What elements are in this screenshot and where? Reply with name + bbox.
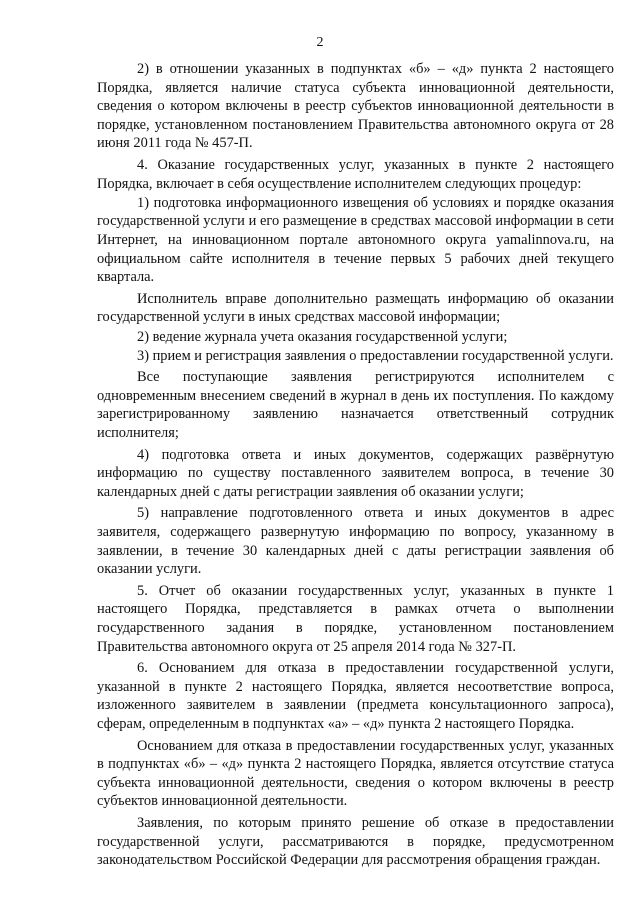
procedure-item-1-note: Исполнитель вправе дополнительно размещать информацию об оказании государственной услуги в иных средствах массовой информации;: [97, 290, 614, 326]
document-body: [97, 60, 614, 870]
section-5-paragraph: 5. Отчет об оказании государственных услуг, указанных в пункте 1 настоящего Порядка, представляется в рамках отчета о выполнении государственного задания в порядке, установленном постановлением Правительства автономного округа от 25 апреля 2014 года № 327-П.: [97, 582, 614, 655]
page-number: 2: [316, 35, 324, 50]
procedure-item-5: 5) направление подготовленного ответа и иных документов в адрес заявителя, содержащего развернутую информацию по вопросу, указанному в заявлении, в течение 30 календарных дней с даты регистрации заявления об оказании услуги.: [97, 505, 614, 578]
refused-applications-paragraph: Заявления, по которым принято решение об отказе в предоставлении государственной услуги, рассматриваются в порядке, предусмотренном законодательством Российской Федерации для рассмотрения обращения граждан.: [97, 814, 614, 869]
section-4-paragraph: 4. Оказание государственных услуг, указанных в пункте 2 настоящего Порядка, включает в себя осуществление исполнителем следующих процедур:: [97, 156, 614, 192]
procedure-item-2: 2) ведение журнала учета оказания государственной услуги;: [137, 328, 508, 345]
subitem-2-innovation-status: 2) в отношении указанных в подпунктах «б» – «д» пункта 2 настоящего Порядка, является наличие статуса субъекта инновационной деятельности, сведения о котором включены в реестр субъектов инновационной деятельности в порядке, установленном постановлением Правительства автономного округа от 28 июня 2011 года № 457-П.: [97, 61, 614, 152]
procedure-item-3: 3) прием и регистрация заявления о предоставлении государственной услуги.: [137, 347, 614, 364]
section-6-paragraph: 6. Основанием для отказа в предоставлении государственной услуги, указанной в пункте 2 настоящего Порядка, является несоответствие вопроса, изложенного заявителем в заявлении (предмета консультационного запроса), сферам, определенным в подпунктах «а» – «д» пункта 2 настоящего Порядка.: [97, 660, 614, 732]
refusal-basis-paragraph: Основанием для отказа в предоставлении государственных услуг, указанных в подпунктах «б» – «д» пункта 2 настоящего Порядка, является отсутствие статуса субъекта инновационной деятельности, сведения о котором включены в реестр субъектов инновационной деятельности.: [97, 737, 614, 810]
procedure-item-4: 4) подготовка ответа и иных документов, содержащих развёрнутую информацию по существу поставленного заявителем вопроса, в течение 30 календарных дней с даты регистрации заявления об оказании услуги;: [97, 446, 614, 500]
procedure-item-1: 1) подготовка информационного извещения об условиях и порядке оказания государственной услуги и его размещение в средствах массовой информации в сети Интернет, на инновационном портале автономного округа yamalinnova.ru, на официальном сайте исполнителя в течение первых 5 рабочих дней текущего квартала.: [97, 194, 614, 286]
procedure-item-3-note: Все поступающие заявления регистрируются исполнителем с одновременным внесением сведений в журнал в день их поступления. По каждому зарегистрированному заявлению назначается ответственный сотрудник исполнителя;: [97, 369, 614, 442]
